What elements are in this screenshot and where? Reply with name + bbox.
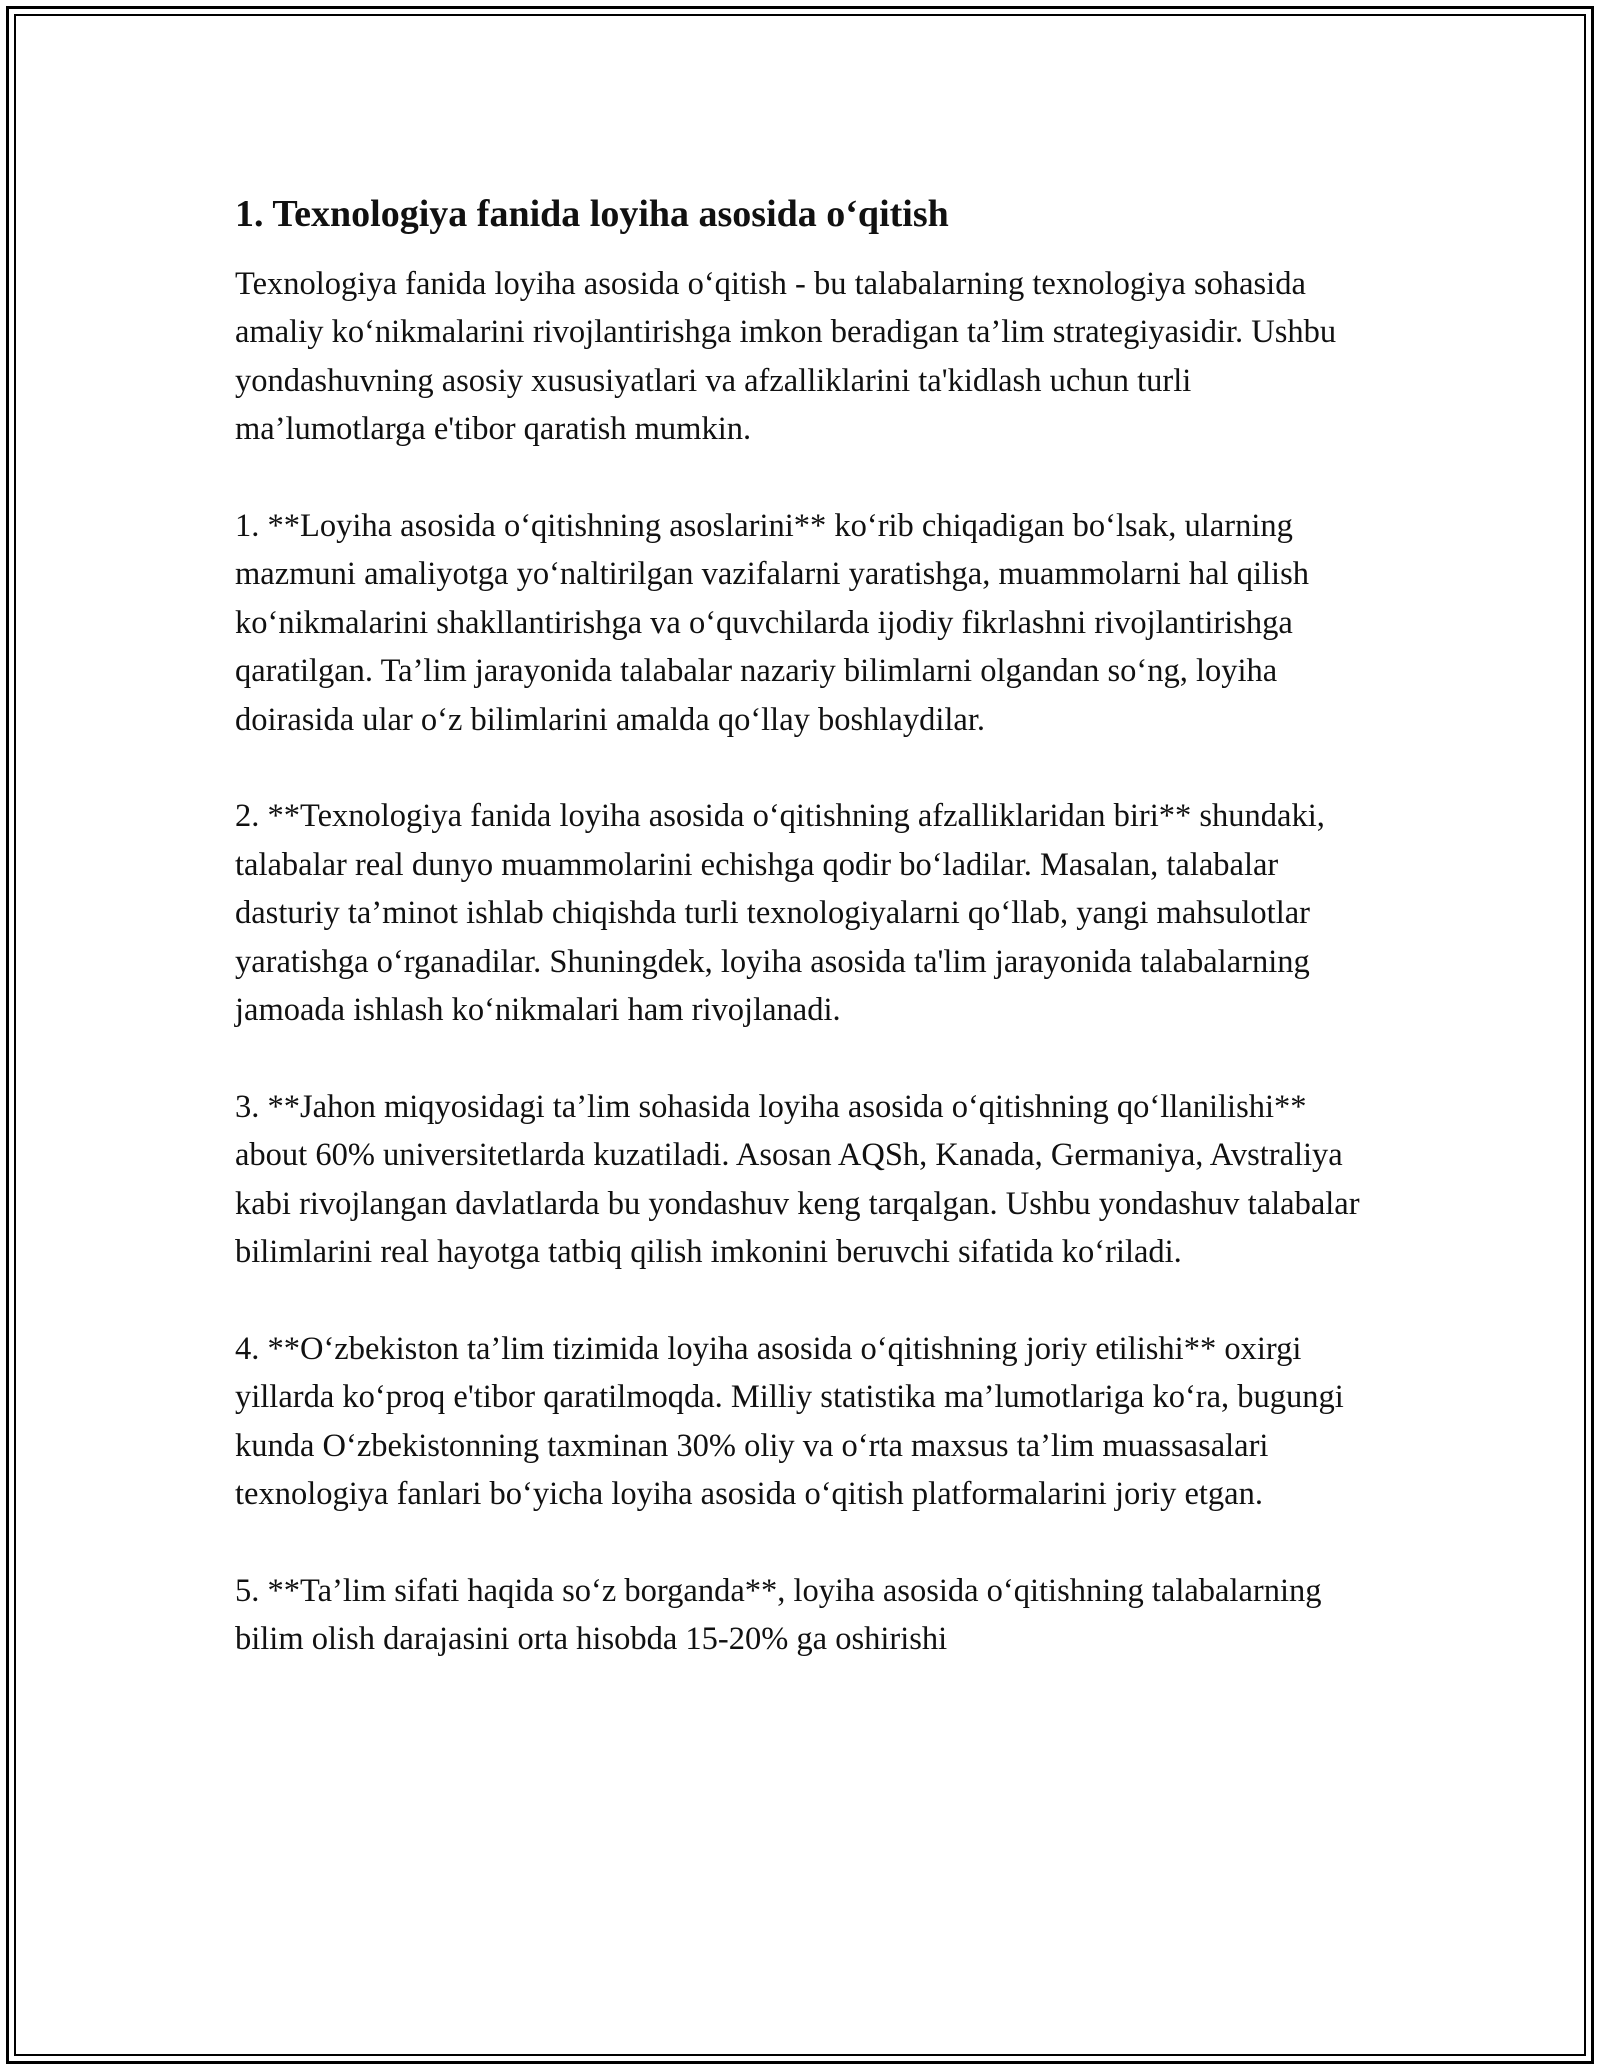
document-title: 1. Texnologiya fanida loyiha asosida o‘qitish	[235, 193, 949, 235]
paragraph-item-3: 3. **Jahon miqyosidagi ta’lim sohasida loyiha asosida o‘qitishning qo‘llanilishi** about 60% universitetlarda kuzatiladi. Asosan AQSh, Kanada, Germaniya, Avstraliya kabi rivojlangan davlatlarda bu yondashuv keng tarqalgan. Ushbu yondashuv talabalar bilimlarini real hayotga tatbiq qilish imkonini beruvchi sifatida ko‘riladi.	[235, 1088, 1360, 1271]
paragraph-item-5: 5. **Ta’lim sifati haqida so‘z borganda**, loyiha asosida o‘qitishning talabalarning bilim olish darajasini orta hisobda 15-20% ga oshirishi	[235, 1572, 1322, 1658]
document-body	[235, 188, 1370, 1712]
paragraph-item-2: 2. **Texnologiya fanida loyiha asosida o‘qitishning afzalliklaridan biri** shundaki, talabalar real dunyo muammolarini echishga qodir bo‘ladilar. Masalan, talabalar dasturiy ta’minot ishlab chiqishda turli texnologiyalarni qo‘llab, yangi mahsulotlar yaratishga o‘rganadilar. Shuningdek, loyiha asosida ta'lim jarayonida talabalarning jamoada ishlash ko‘nikmalari ham rivojlanadi.	[235, 798, 1325, 1029]
paragraph-item-4: 4. **O‘zbekiston ta’lim tizimida loyiha asosida o‘qitishning joriy etilishi** oxirgi yillarda ko‘proq e'tibor qaratilmoqda. Milliy statistika ma’lumotlariga ko‘ra, bugungi kunda O‘zbekistonning taxminan 30% oliy va o‘rta maxsus ta’lim muassasalari texnologiya fanlari bo‘yicha loyiha asosida o‘qitish platformalarini joriy etgan.	[235, 1330, 1344, 1513]
paragraph-item-1: 1. **Loyiha asosida o‘qitishning asoslarini** ko‘rib chiqadigan bo‘lsak, ularning mazmuni amaliyotga yo‘naltirilgan vazifalarni yaratishga, muammolarni hal qilish ko‘nikmalarini shakllantirishga va o‘quvchilarda ijodiy fikrlashni rivojlantirishga qaratilgan. Ta’lim jarayonida talabalar nazariy bilimlarni olgandan so‘ng, loyiha doirasida ular o‘z bilimlarini amalda qo‘llay boshlaydilar.	[235, 508, 1309, 738]
intro-paragraph: Texnologiya fanida loyiha asosida o‘qitish - bu talabalarning texnologiya sohasida amaliy ko‘nikmalarini rivojlantirishga imkon beradigan ta’lim strategiyasidir. Ushbu yondashuvning asosiy xususiyatlari va afzalliklarini ta'kidlash uchun turli ma’lumotlarga e'tibor qaratish mumkin.	[235, 266, 1337, 448]
